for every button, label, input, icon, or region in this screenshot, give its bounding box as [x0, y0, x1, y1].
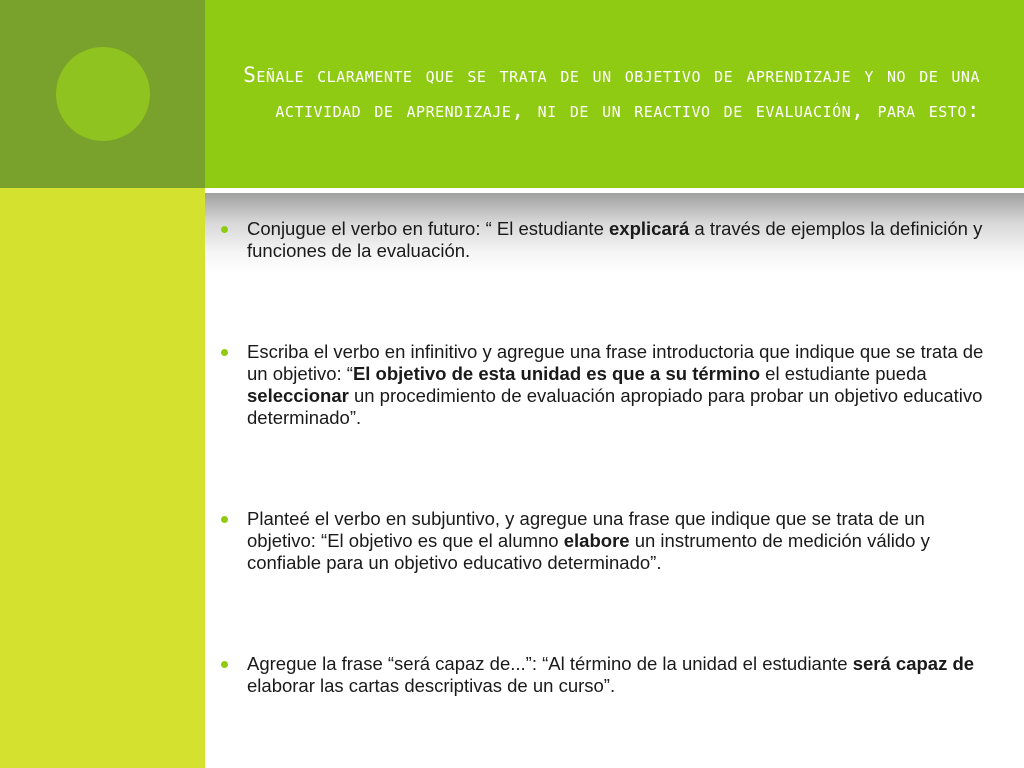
bullet-dot-icon: [221, 226, 228, 233]
bullet-item-capable: [247, 653, 987, 697]
bullet-item-future: [247, 218, 987, 262]
bullet-bold-text: seleccionar: [247, 385, 349, 406]
bullet-text: Planteé el verbo en subjuntivo, y agregue una frase que indique que se trata de un objetivo: “El objetivo es que el alumno: [247, 508, 925, 551]
bullet-list: [247, 218, 987, 697]
slide-title: Señale claramente que se trata de un objetivo de aprendizaje y no de una actividad de aprendizaje, ni de un reactivo de evaluación, para esto:: [243, 63, 980, 122]
bullet-dot-icon: [221, 661, 228, 668]
bullet-dot-icon: [221, 516, 228, 523]
bullet-text: Agregue la frase “será capaz de...”: “Al término de la unidad el estudiante: [247, 653, 853, 674]
bullet-dot-icon: [221, 349, 228, 356]
bullet-bold-text: El objetivo de esta unidad es que a su término: [352, 363, 761, 384]
left-bottom-panel: [0, 188, 205, 768]
bullet-text: Escriba el verbo en infinitivo y agregue una frase introductoria que indique que se trata de un objetivo: “: [247, 341, 984, 384]
bullet-item-subjunctive: [247, 508, 987, 574]
bullet-bold-text: será capaz de: [852, 653, 975, 674]
title-area: [205, 0, 1024, 188]
decorative-circle: [56, 47, 150, 141]
bullet-text: Conjugue el verbo en futuro: “ El estudiante: [247, 218, 610, 239]
bullet-text: elaborar las cartas descriptivas de un curso”.: [247, 675, 616, 696]
bullet-text: un instrumento de medición válido y confiable para un objetivo educativo determinado”.: [247, 530, 930, 573]
bullet-bold-text: explicará: [609, 218, 690, 239]
left-top-panel: [0, 0, 205, 188]
bullet-item-infinitive: [247, 341, 987, 429]
bullet-text: el estudiante pueda: [760, 363, 927, 384]
content-area: [205, 193, 1024, 768]
bullet-text: un procedimiento de evaluación apropiado para probar un objetivo educativo determinado”.: [247, 385, 983, 428]
bullet-bold-text: elabore: [563, 530, 630, 551]
bullet-text: a través de ejemplos la definición y funciones de la evaluación.: [247, 218, 983, 261]
